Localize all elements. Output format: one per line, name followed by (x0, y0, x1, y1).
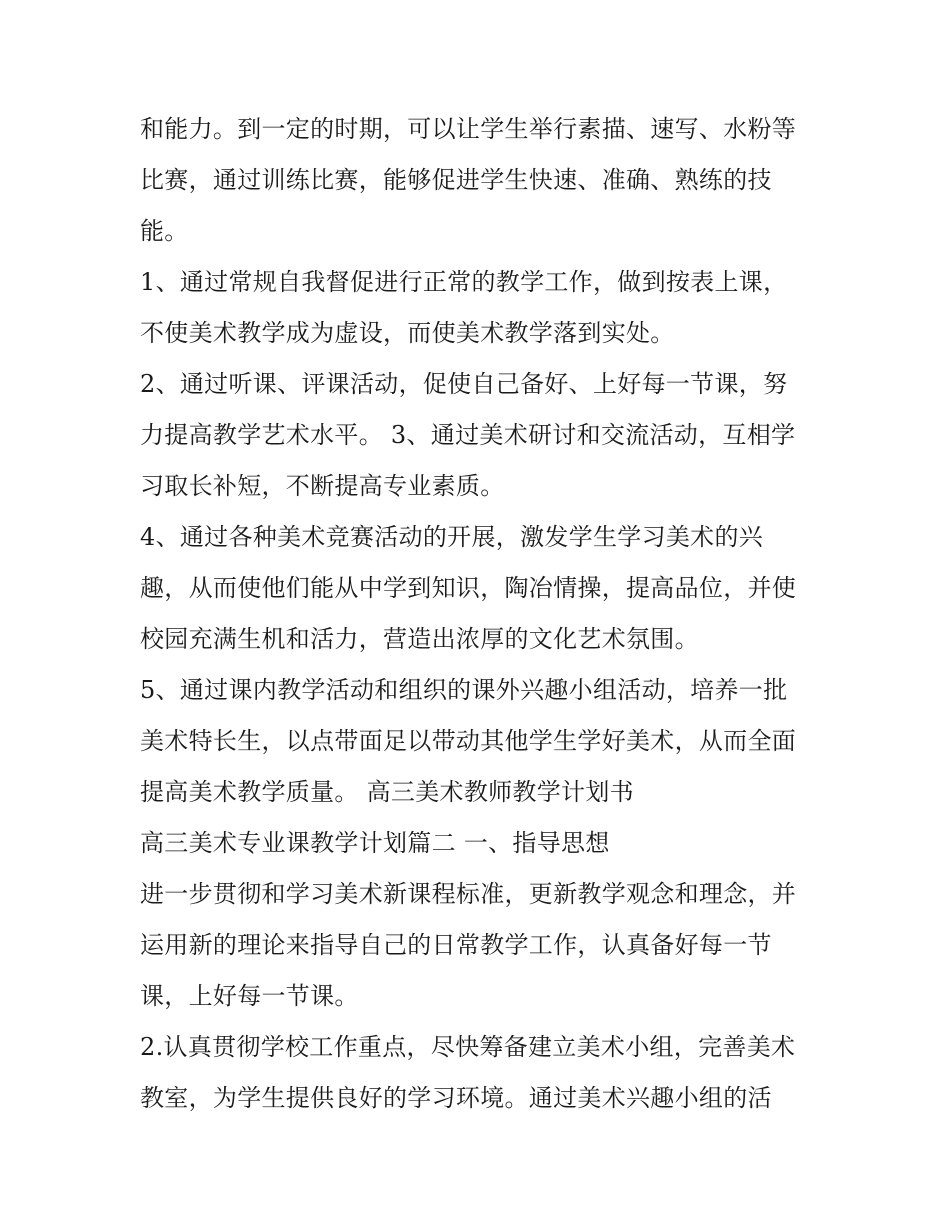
text-line: 不使美术教学成为虚设，而使美术教学落到实处。 (140, 319, 675, 347)
text-line: 趣，从而使他们能从中学到知识，陶冶情操，提高品位，并使 (140, 574, 797, 602)
document-body (140, 104, 820, 1124)
text-line: 进一步贯彻和学习美术新课程标准，更新教学观念和理念，并 (140, 880, 797, 908)
text-line: 提高美术教学质量。 高三美术教师教学计划书 (140, 778, 634, 806)
text-line: 教室，为学生提供良好的学习环境。通过美术兴趣小组的活 (140, 1084, 772, 1112)
text-line: 4、通过各种美术竞赛活动的开展，激发学生学习美术的兴 (140, 523, 764, 551)
text-line: 高三美术专业课教学计划篇二 一、指导思想 (140, 829, 610, 857)
text-line: 课，上好每一节课。 (140, 982, 359, 1010)
text-line: 习取长补短，不断提高专业素质。 (140, 472, 505, 500)
text-line: 力提高教学艺术水平。 3、通过美术研讨和交流活动，互相学 (140, 421, 796, 449)
text-line: 2.认真贯彻学校工作重点，尽快筹备建立美术小组，完善美术 (140, 1033, 796, 1061)
text-line: 1、通过常规自我督促进行正常的教学工作，做到按表上课， (140, 268, 788, 296)
text-line: 和能力。到一定的时期，可以让学生举行素描、速写、水粉等 (140, 115, 797, 143)
text-line: 运用新的理论来指导自己的日常教学工作，认真备好每一节 (140, 931, 772, 959)
text-line: 能。 (140, 217, 189, 245)
text-line: 5、通过课内教学活动和组织的课外兴趣小组活动，培养一批 (140, 676, 788, 704)
text-line: 2、通过听课、评课活动，促使自己备好、上好每一节课，努 (140, 370, 788, 398)
text-line: 比赛，通过训练比赛，能够促进学生快速、准确、熟练的技 (140, 166, 772, 194)
text-line: 美术特长生，以点带面足以带动其他学生学好美术，从而全面 (140, 727, 797, 755)
text-line: 校园充满生机和活力，营造出浓厚的文化艺术氛围。 (140, 625, 699, 653)
